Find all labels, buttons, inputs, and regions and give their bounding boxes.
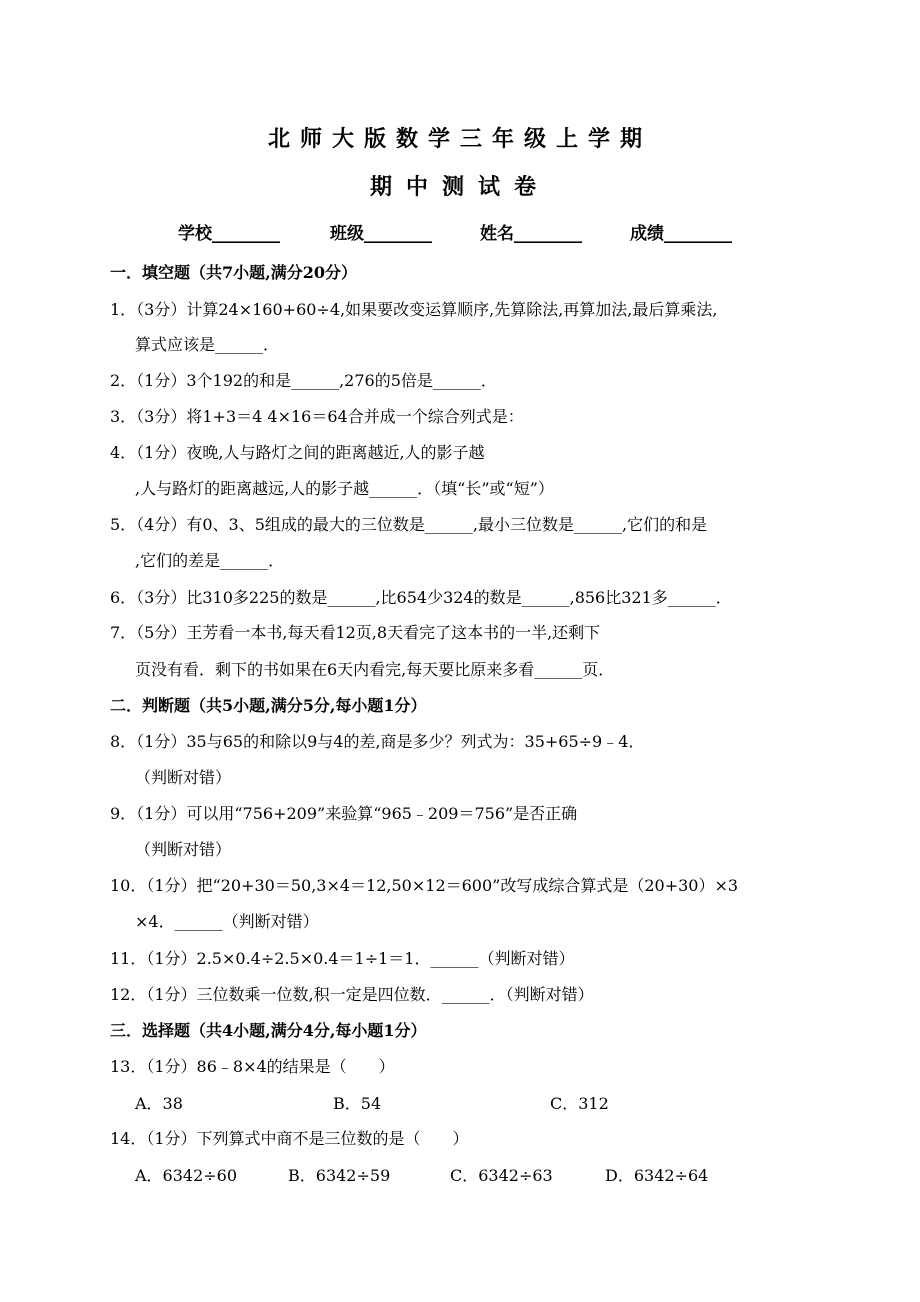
q13-option-a: A．38 (135, 1094, 183, 1113)
q14-option-d: D．6342÷64 (605, 1166, 709, 1185)
class-field: 班级________ (330, 224, 432, 244)
question-9-cont: （判断对错） (135, 840, 232, 859)
question-8-cont: （判断对错） (135, 768, 232, 787)
question-4-cont: ,人与路灯的距离越远,人的影子越______．（填“长”或“短”） (135, 479, 554, 498)
question-2: 2．（1分）3个192的和是______,276的5倍是______． (110, 371, 497, 390)
q14-option-c: C．6342÷63 (450, 1166, 553, 1185)
question-4: 4．（1分）夜晚,人与路灯之间的距离越近,人的影子越 (110, 443, 485, 462)
question-9: 9．（1分）可以用“756+209”来验算“965﹣209＝756”是否正确 (110, 804, 578, 823)
q13-option-c: C．312 (550, 1094, 609, 1113)
q14-option-a: A．6342÷60 (135, 1166, 238, 1185)
question-13: 13．（1分）86﹣8×4的结果是（ ） (110, 1057, 395, 1076)
q13-option-b: B．54 (333, 1094, 382, 1113)
section-heading-choice: 三．选择题（共4小题,满分4分,每小题1分） (110, 1021, 427, 1040)
question-10-cont: ×4．______（判断对错） (135, 912, 319, 931)
question-7: 7．（5分）王芳看一本书,每天看12页,8天看完了这本书的一半,还剩下 (110, 623, 601, 642)
name-field: 姓名________ (480, 224, 582, 244)
question-5-cont: ,它们的差是______． (135, 551, 285, 570)
question-12: 12．（1分）三位数乘一位数,积一定是四位数．______．（判断对错） (110, 985, 594, 1004)
section-heading-fill: 一．填空题（共7小题,满分20分） (110, 263, 357, 282)
question-11: 11．（1分）2.5×0.4÷2.5×0.4＝1÷1＝1．______（判断对错） (110, 949, 575, 968)
score-field: 成绩________ (630, 224, 732, 244)
question-8: 8．（1分）35与65的和除以9与4的差,商是多少？列式为：35+65÷9﹣4． (110, 732, 645, 751)
page-subtitle: 期中测试卷 (369, 174, 550, 200)
school-field: 学校________ (178, 224, 280, 244)
page-title: 北师大版数学三年级上学期 (267, 126, 652, 152)
section-heading-judge: 二．判断题（共5小题,满分5分,每小题1分） (110, 696, 427, 715)
question-6: 6．（3分）比310多225的数是______,比654少324的数是______,856比321多______． (110, 588, 732, 607)
question-1: 1．（3分）计算24×160+60÷4,如果要改变运算顺序,先算除法,再算加法,最后算乘法, (110, 300, 718, 319)
question-1-cont: 算式应该是______． (135, 335, 280, 354)
question-14: 14．（1分）下列算式中商不是三位数的是（ ） (110, 1129, 469, 1148)
q14-option-b: B．6342÷59 (288, 1166, 391, 1185)
question-7-cont: 页没有看．剩下的书如果在6天内看完,每天要比原来多看______页． (135, 660, 615, 679)
question-10: 10．（1分）把“20+30＝50,3×4＝12,50×12＝600”改写成综合算式是（20+30）×3 (110, 876, 739, 895)
question-5: 5．（4分）有0、3、5组成的最大的三位数是______,最小三位数是______,它们的和是 (110, 515, 708, 534)
question-3: 3．（3分）将1+3＝4 4×16＝64合并成一个综合列式是： (110, 407, 524, 426)
